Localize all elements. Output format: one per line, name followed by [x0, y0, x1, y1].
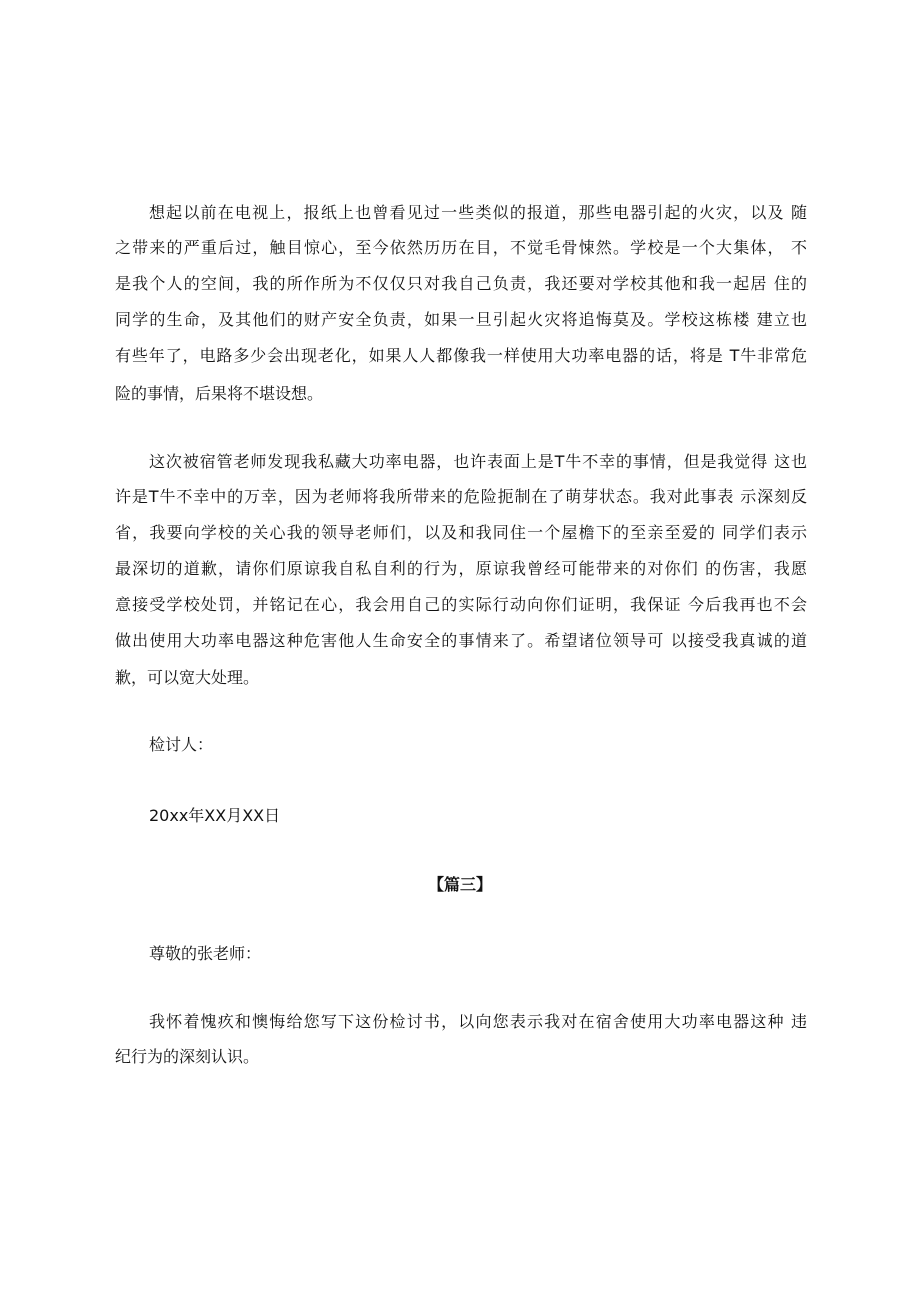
paragraph-line: 意接受学校处罚，并铭记在心，我会用自己的实际行动向你们证明，我保证 今后我再也不会	[115, 595, 807, 614]
date-text: 20xx年XX月XX日	[149, 806, 281, 825]
paragraph-line: 是我个人的空间，我的所作所为不仅仅只对我自己负责，我还要对学校其他和我一起居 住的	[115, 274, 807, 293]
paragraph-line: 纪行为的深刻认识。	[115, 1047, 260, 1066]
paragraph-line: 省，我要向学校的关心我的领导老师们，以及和我同住一个屋檐下的至亲至爱的 同学们表示	[115, 523, 807, 542]
reviewer-label: 检讨人：	[149, 735, 214, 754]
paragraph-line: 最深切的道歉，请你们原谅我自私自利的行为，原谅我曾经可能带来的对你们 的伤害，我愿	[115, 559, 807, 578]
salutation: 尊敬的张老师：	[149, 944, 262, 963]
paragraph-line: 这次被宿管老师发现我私藏大功率电器，也许表面上是T牛不幸的事情，但是我觉得 这也	[149, 452, 807, 471]
paragraph-line: 我怀着愧疚和懊悔给您写下这份检讨书，以向您表示我对在宿舍使用大功率电器这种 违	[149, 1012, 807, 1031]
paragraph-line: 想起以前在电视上，报纸上也曾看见过一些类似的报道，那些电器引起的火灾，以及 随	[149, 203, 807, 222]
paragraph-line: 做出使用大功率电器这种危害他人生命安全的事情来了。希望诸位领导可 以接受我真诚的道	[115, 631, 807, 650]
paragraph-line: 同学的生命，及其他们的财产安全负责，如果一旦引起火灾将追悔莫及。学校这栋楼 建立也	[115, 310, 807, 329]
section-title: 【篇三】	[427, 875, 492, 894]
paragraph-line: 许是T牛不幸中的万幸，因为老师将我所带来的危险扼制在了萌芽状态。我对此事表 示深刻反	[115, 487, 807, 506]
paragraph-line: 有些年了，电路多少会出现老化，如果人人都像我一样使用大功率电器的话，将是 T牛非常危	[115, 346, 807, 365]
paragraph-line: 险的事情，后果将不堪设想。	[115, 384, 324, 403]
paragraph-line: 之带来的严重后过，触目惊心，至今依然历历在目，不觉毛骨悚然。学校是一个大集体， 不	[115, 238, 807, 257]
paragraph-line: 歉，可以宽大处理。	[115, 668, 260, 687]
